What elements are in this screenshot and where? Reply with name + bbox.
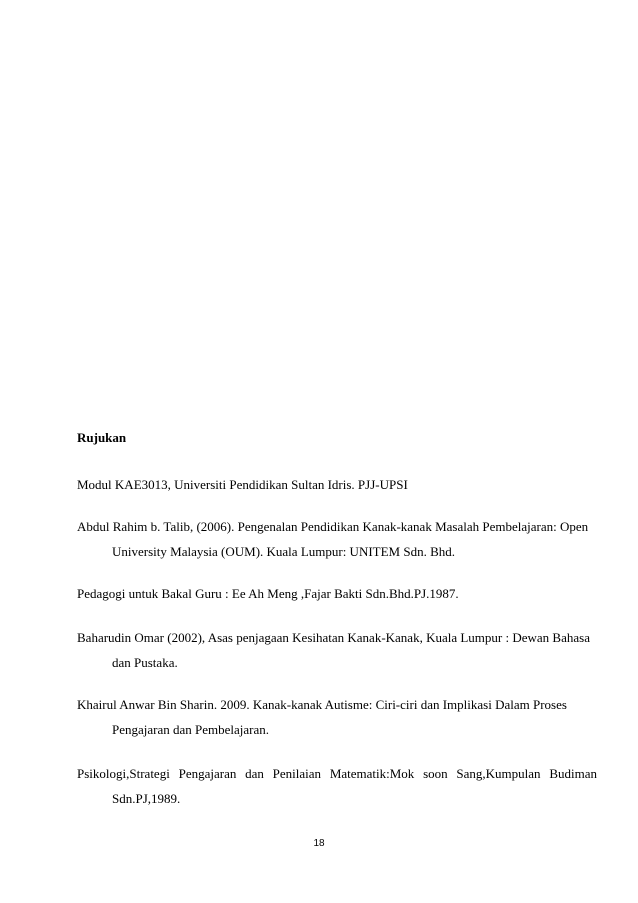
reference-item: Baharudin Omar (2002), Asas penjagaan Kesihatan Kanak-Kanak, Kuala Lumpur : Dewan Bahasa dan Pustaka. bbox=[77, 630, 590, 670]
reference-item: Abdul Rahim b. Talib, (2006). Pengenalan Pendidikan Kanak-kanak Masalah Pembelajaran: Open University Malaysia (OUM). Kuala Lumpur: UNITEM Sdn. Bhd. bbox=[77, 519, 589, 559]
reference-item: Khairul Anwar Bin Sharin. 2009. Kanak-kanak Autisme: Ciri-ciri dan Implikasi Dalam Proses Pengajaran dan Pembelajaran. bbox=[77, 697, 567, 737]
page-number: 18 bbox=[313, 838, 325, 849]
reference-item: Modul KAE3013, Universiti Pendidikan Sultan Idris. PJJ-UPSI bbox=[77, 477, 408, 492]
reference-item: Pedagogi untuk Bakal Guru : Ee Ah Meng ,Fajar Bakti Sdn.Bhd.PJ.1987. bbox=[77, 586, 459, 601]
references-heading: Rujukan bbox=[77, 430, 127, 445]
reference-item: Psikologi,Strategi Pengajaran dan Penilaian Matematik:Mok soon Sang,Kumpulan Budiman Sdn.PJ,1989. bbox=[77, 766, 597, 806]
